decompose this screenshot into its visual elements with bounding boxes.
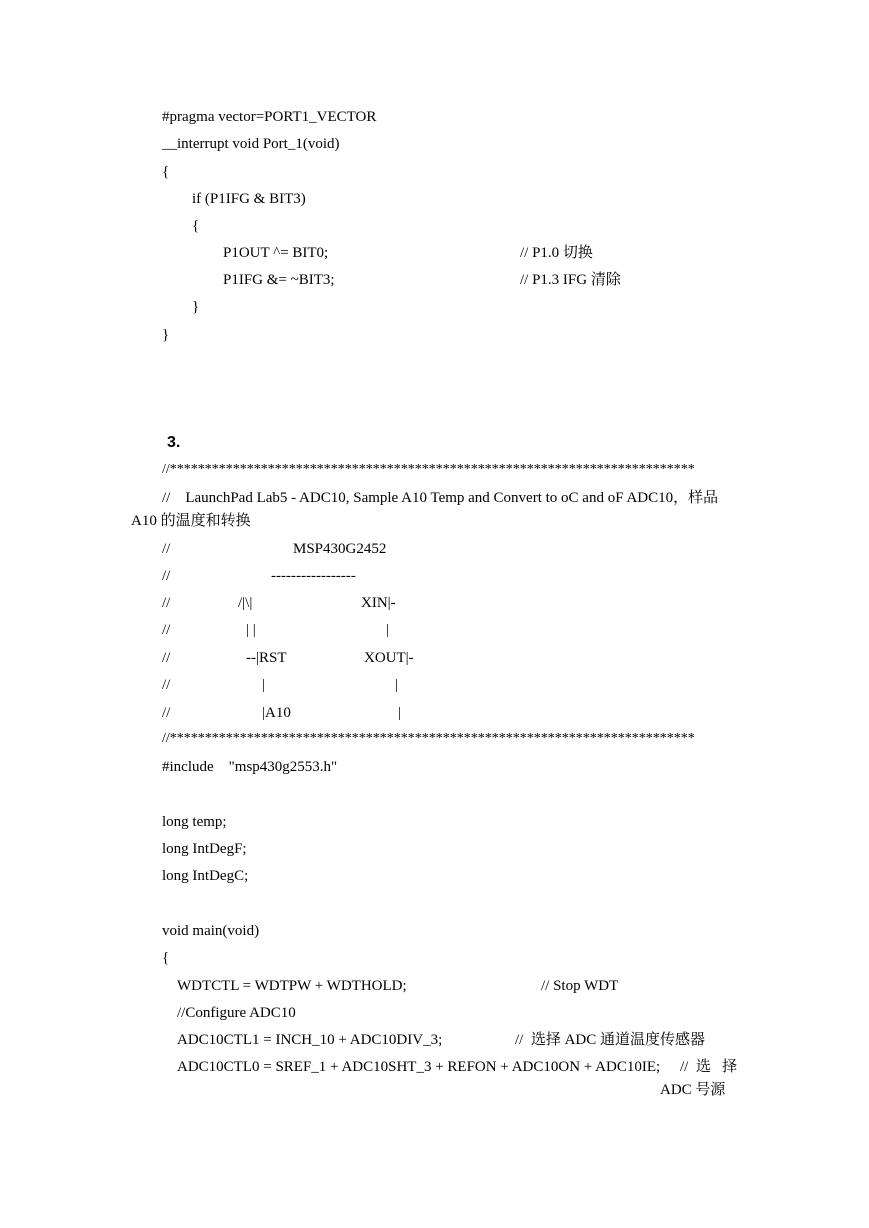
diagram-right-pipe: | — [395, 677, 399, 693]
code-desc-line2: A10 的温度和转换 — [131, 513, 251, 529]
code-line-open-brace: { — [162, 164, 170, 180]
diagram-xin: XIN|- — [361, 595, 396, 611]
code-line-var-temp: long temp; — [162, 814, 227, 830]
diagram-vcc: /|\| — [238, 595, 253, 611]
diagram-prefix: // — [162, 568, 171, 584]
code-line-toggle: P1OUT ^= BIT0; — [223, 245, 329, 261]
code-line-var-degf: long IntDegF; — [162, 841, 247, 857]
diagram-prefix: // — [162, 541, 171, 557]
diagram-prefix: // — [162, 650, 171, 666]
section-heading: 3. — [167, 434, 181, 451]
code-comment-configure: //Configure ADC10 — [177, 1005, 296, 1021]
diagram-prefix: // — [162, 595, 171, 611]
diagram-a10: |A10 — [262, 705, 291, 721]
code-line-isr-declaration: __interrupt void Port_1(void) — [162, 136, 340, 152]
code-line-include: #include "msp430g2553.h" — [162, 759, 338, 775]
code-line-ctl1: ADC10CTL1 = INCH_10 + ADC10DIV_3; — [177, 1032, 443, 1048]
code-comment-wdt: // Stop WDT — [541, 978, 619, 994]
code-comment-clear-ifg: // P1.3 IFG 清除 — [520, 272, 621, 288]
diagram-left-pipe: | — [262, 677, 266, 693]
code-comment-toggle: // P1.0 切换 — [520, 245, 593, 261]
code-comment-ctl0-cont: ADC 号源 — [660, 1082, 726, 1098]
code-line-pragma: #pragma vector=PORT1_VECTOR — [162, 109, 377, 125]
diagram-prefix: // — [162, 622, 171, 638]
code-line-if-open: { — [192, 218, 200, 234]
diagram-pipes: | | — [246, 622, 256, 638]
code-line-if-close: } — [192, 299, 200, 315]
diagram-rst: --|RST — [246, 650, 287, 666]
code-line-main-open: { — [162, 950, 170, 966]
diagram-chip-top: ----------------- — [271, 568, 356, 584]
code-line-if: if (P1IFG & BIT3) — [192, 191, 306, 207]
code-stars-bottom: //*************************************************************************** — [162, 731, 695, 746]
code-comment-ctl1: // 选择 ADC 通道温度传感器 — [515, 1032, 706, 1048]
code-desc-line1: // LaunchPad Lab5 - ADC10, Sample A10 Temp and Convert to oC and oF ADC10，样品 — [162, 490, 719, 506]
diagram-right-pipe: | — [386, 622, 390, 638]
diagram-right-pipe: | — [398, 705, 402, 721]
diagram-xout: XOUT|- — [364, 650, 414, 666]
code-comment-ctl0: // 选 择 — [680, 1059, 738, 1075]
code-line-var-degc: long IntDegC; — [162, 868, 249, 884]
code-line-wdt: WDTCTL = WDTPW + WDTHOLD; — [177, 978, 407, 994]
code-line-clear-ifg: P1IFG &= ~BIT3; — [223, 272, 335, 288]
code-stars-top: //*************************************************************************** — [162, 462, 695, 477]
diagram-chip-name: MSP430G2452 — [293, 541, 387, 557]
code-line-ctl0: ADC10CTL0 = SREF_1 + ADC10SHT_3 + REFON + ADC10ON + ADC10IE; — [177, 1059, 661, 1075]
diagram-prefix: // — [162, 677, 171, 693]
diagram-prefix: // — [162, 705, 171, 721]
code-line-main: void main(void) — [162, 923, 260, 939]
code-line-close-brace: } — [162, 327, 170, 343]
